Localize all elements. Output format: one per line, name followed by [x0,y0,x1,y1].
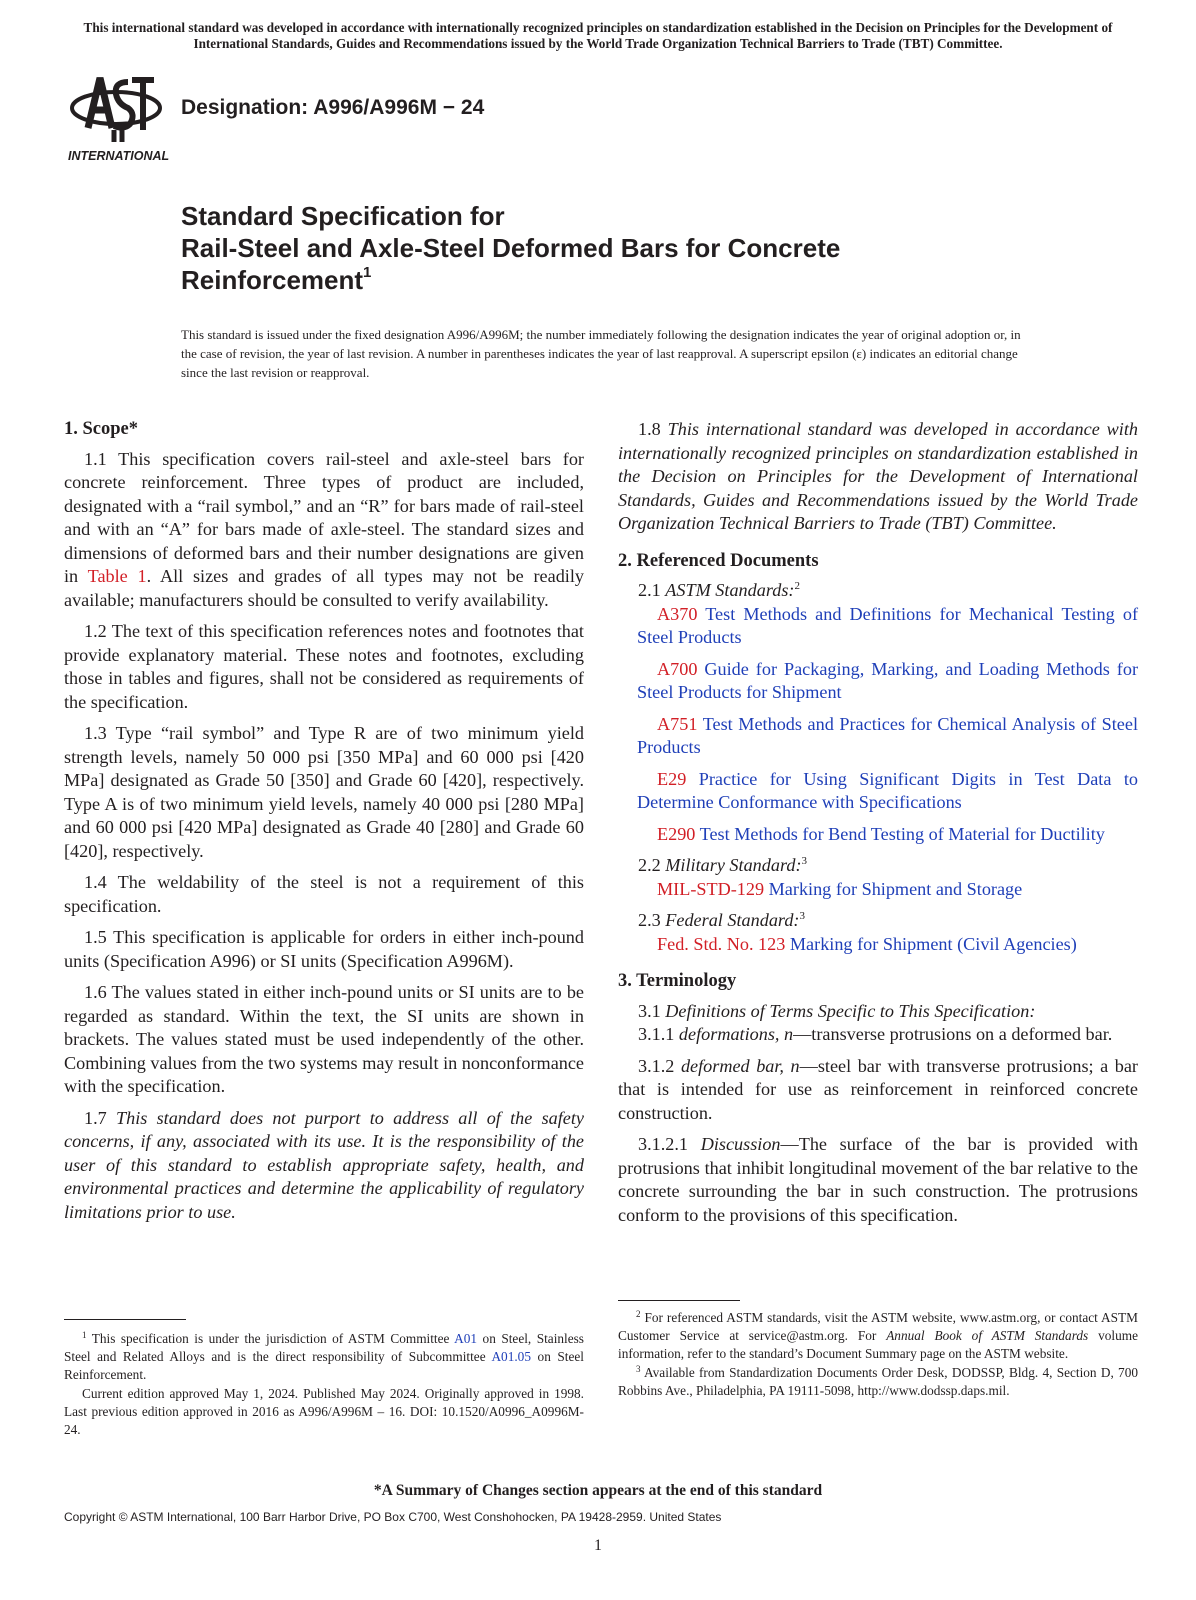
footnote-mark: 3 [799,910,805,922]
reference-item[interactable] [618,658,1138,705]
referenced-documents-heading: 2. Referenced Documents [618,550,819,571]
reference-title[interactable]: Guide for Packaging, Marking, and Loading Methods for Steel Products for Shipment [637,658,1138,702]
title-line-1: Standard Specification for [181,201,505,231]
reference-title[interactable]: Test Methods and Definitions for Mechanical Testing of Steel Products [637,603,1138,647]
defined-term: deformed bar, n [680,1055,800,1076]
page-number: 1 [594,1537,602,1554]
reference-item[interactable] [618,768,1138,815]
paragraph-number: 3.1 [638,1000,666,1021]
definition-text: —steel bar with transverse protrusions; a bar that is intended for use as reinforcement in reinforced concrete construction. [618,1055,1138,1123]
reference-item[interactable] [618,603,1138,650]
top-notice: This international standard was developed in accordance with internationally recognized principles on standardization established in the Decision on Principles for the Development of International Standards, Guides and Recommendations issued by the World Trade Organization Technical Barriers to Trade (TBT) Committee. [83,20,1113,51]
left-column [64,418,584,1232]
committee-a01-link[interactable]: A01 [454,1331,478,1346]
reference-item[interactable] [618,823,1138,847]
footnote-mark: 2 [794,580,800,592]
title-line-3: Reinforcement [181,265,364,295]
label-text: ASTM Standards: [665,580,795,600]
edition-note: Current edition approved May 1, 2024. Published May 2024. Originally approved in 1998. Last previous edition approved in 2016 as A996/A996M – 16. DOI: 10.1520/A0996_A0996M-24. [64,1385,584,1438]
reference-title[interactable]: Marking for Shipment (Civil Agencies) [789,933,1077,954]
definition-text: —The surface of the bar is provided with protrusions that inhibit longitudinal movement of the bar relative to the concrete surrounding the bar in such construction. The protrusions conform to the provisions of this specification. [618,1134,1138,1225]
paragraph-number: 2.3 [638,910,666,930]
footnote-mark: 1 [82,1330,87,1340]
reference-title[interactable]: Marking for Shipment and Storage [768,878,1023,899]
footnote-1 [64,1330,584,1385]
summary-of-changes-note: *A Summary of Changes section appears at the end of this standard [373,1482,823,1499]
footnote-mark: 3 [636,1363,641,1374]
definition-text: —transverse protrusions on a deformed bar. [793,1024,1113,1044]
reference-code[interactable]: A370 [657,603,698,624]
paragraph-1-3: 1.3 Type “rail symbol” and Type R are of two minimum yield strength levels, namely 50 000 psi [350 MPa] and 60 000 psi [420 MPa] designated as Grade 50 [350] and Grade 60 [420], respectively. Type A is of two minimum yield levels, namely 40 000 psi [280 MPa] and 60 000 psi [420 MPa] designated as Grade 40 [280] and Grade 60 [420], respectively. [64,723,584,861]
footnote-text: volume information, refer to the standard’s Document Summary page on the ASTM website. [618,1328,1138,1362]
document-title [181,200,1081,296]
astm-logo [66,70,170,166]
paragraph-number: 3.1.1 [638,1024,679,1044]
paragraph-text: 1.1 This specification covers rail-steel and axle-steel bars for concrete reinforcement. Three types of product are included, designated with a “rail symbol,” and an “R” for bars made of rail-steel and with an “A” for bars made of axle-steel. The standard sizes and dimensions of deformed bars and their number designations are given in [64,448,584,586]
footnote-text: For referenced ASTM standards, visit the ASTM website, www.astm.org, or contact ASTM Customer Service at service@astm.org. For [618,1310,1138,1344]
footnote-divider-left [64,1319,186,1320]
footnotes-left [64,1330,584,1439]
astm-standards-label [618,579,1138,603]
footnote-text: This specification is under the jurisdiction of ASTM Committee [86,1331,455,1346]
military-standard-label [618,854,1138,878]
reference-code[interactable]: Fed. Std. No. 123 [657,933,786,954]
paragraph-3-1-2 [618,1055,1138,1126]
paragraph-number: 2.2 [638,855,666,875]
designation: Designation: A996/A996M − 24 [181,96,485,119]
paragraph-1-2: 1.2 The text of this specification references notes and footnotes that provide explanatory material. These notes and footnotes, excluding those in tables and figures, shall not be considered as requirements of the specification. [64,621,584,712]
paragraph-3-1 [618,1000,1138,1024]
paragraph-number: 3.1.2.1 [638,1134,701,1154]
footnote-3 [618,1364,1138,1400]
reference-code[interactable]: A751 [657,713,698,734]
title-line-2: Rail-Steel and Axle-Steel Deformed Bars for Concrete [181,233,841,263]
defined-term: Discussion [700,1134,781,1154]
paragraph-1-4: 1.4 The weldability of the steel is not a requirement of this specification. [64,872,584,916]
paragraph-1-1 [64,448,584,613]
paragraph-1-6: 1.6 The values stated in either inch-pound units or SI units are to be regarded as standard. Within the text, the SI units are shown in brackets. The values stated must be used independently of the other. Combining values from the two systems may result in nonconformance with the specification. [64,982,584,1096]
paragraph-text: . All sizes and grades of all types may not be readily available; manufacturers should be consulted to verify availability. [64,566,584,610]
footnote-text: on Steel, Stainless Steel and Related Alloys and is the direct responsibility of Subcommittee [64,1331,584,1365]
subcommittee-a01-05-link[interactable]: A01.05 [491,1349,531,1365]
issue-note: This standard is issued under the fixed designation A996/A996M; the number immediately following the designation indicates the year of original adoption or, in the case of revision, the year of last revision. A number in parentheses indicates the year of last reapproval. A superscript epsilon (ε) indicates an editorial change since the last revision or reapproval. [181,327,1021,380]
reference-code[interactable]: MIL-STD-129 [657,878,765,899]
astm-logo-icon [66,70,170,166]
right-column [618,418,1138,1235]
paragraph-3-1-2-1 [618,1133,1138,1227]
paragraph-number: 1.8 [638,419,668,439]
paragraph-1-7 [64,1107,584,1225]
reference-item[interactable] [618,713,1138,760]
paragraph-text: This standard does not purport to address all of the safety concerns, if any, associated with its use. It is the responsibility of the user of this standard to establish appropriate safety, health, and environmental practices and determine the applicability of regulatory limitations prior to use. [64,1107,584,1222]
label-text: Federal Standard: [665,910,800,930]
label-text: Military Standard: [665,855,802,875]
logo-text: INTERNATIONAL [68,149,170,163]
reference-title[interactable]: Practice for Using Significant Digits in Test Data to Determine Conformance with Specifications [637,768,1139,812]
footnote-text: Available from Standardization Documents Order Desk, DODSSP, Bldg. 4, Section D, 700 Robbins Ave., Philadelphia, PA 19111-5098, http://www.dodssp.daps.mil. [618,1364,1138,1398]
terminology-heading: 3. Terminology [618,971,737,991]
defined-term: deformations, n [678,1024,794,1044]
reference-title[interactable]: Test Methods for Bend Testing of Material for Ductility [699,823,1105,844]
reference-item[interactable] [618,933,1138,957]
footnote-2 [618,1309,1138,1364]
paragraph-number: 1.7 [84,1107,116,1128]
paragraph-3-1-1 [618,1023,1138,1047]
paragraph-1-5: 1.5 This specification is applicable for orders in either inch-pound units (Specification A996) or SI units (Specification A996M). [64,927,584,971]
copyright: Copyright © ASTM International, 100 Barr Harbor Drive, PO Box C700, West Conshohocken, PA 19428-2959. United States [64,1510,722,1524]
scope-heading: 1. Scope* [64,419,138,439]
table-1-link[interactable]: Table 1 [87,566,147,586]
reference-code[interactable]: E290 [657,823,696,844]
footnote-divider-right [618,1300,740,1301]
paragraph-number: 2.1 [638,580,666,600]
astm-reference-list [618,603,1138,847]
footnote-text: Annual Book of ASTM Standards [886,1328,1089,1344]
title-footnote-mark: 1 [363,264,372,281]
paragraph-1-8 [618,418,1138,536]
paragraph-number: 3.1.2 [638,1055,681,1076]
footnote-mark: 2 [636,1309,641,1319]
reference-item[interactable] [618,878,1138,902]
label-text: Definitions of Terms Specific to This Specification: [665,1000,1036,1021]
footnote-text: on Steel Reinforcement. [64,1349,584,1383]
reference-code[interactable]: E29 [657,768,687,789]
federal-standard-label [618,909,1138,933]
footnote-mark: 3 [801,855,808,867]
paragraph-text: This international standard was developed in accordance with internationally recognized principles on standardization established in the Decision on Principles for the Development of International Standards, Guides and Recommendations issued by the World Trade Organization Technical Barriers to Trade (TBT) Committee. [618,419,1139,533]
reference-title[interactable]: Test Methods and Practices for Chemical Analysis of Steel Products [637,713,1139,757]
reference-code[interactable]: A700 [657,658,698,679]
footnotes-right [618,1309,1138,1400]
